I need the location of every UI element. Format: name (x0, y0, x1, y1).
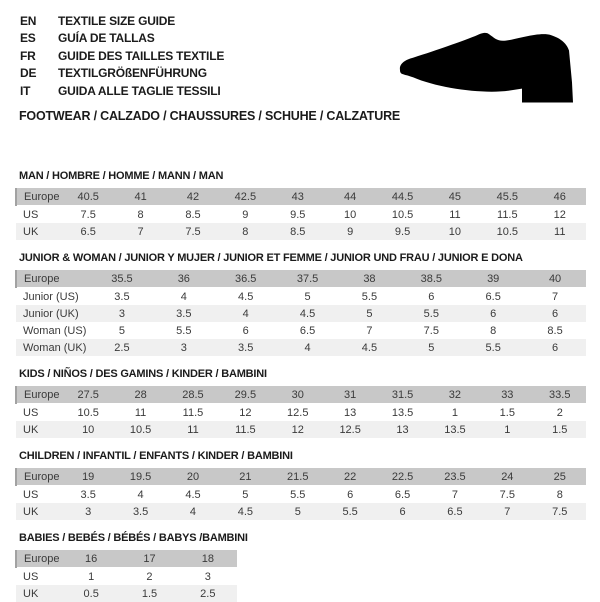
row-label: Europe (16, 270, 91, 288)
size-cell: 10.5 (391, 208, 414, 221)
size-cell: 13 (344, 406, 357, 419)
size-cell: 5.5 (290, 488, 306, 501)
table-title: BABIES / BEBÉS / BÉBÉS / BABYS /BAMBINI (19, 532, 248, 544)
size-cell: 4 (242, 307, 249, 320)
size-cell: 25 (534, 468, 586, 486)
size-cell: 10.5 (129, 423, 152, 436)
size-cell: 6.5 (447, 505, 463, 518)
size-cell: 40.5 (62, 188, 114, 206)
size-cell: 5 (366, 307, 373, 320)
size-cell: 3 (204, 570, 211, 583)
size-cell: 6 (242, 324, 249, 337)
size-cell: 8.5 (547, 324, 563, 337)
size-cell: 6.5 (299, 324, 316, 337)
size-cell: 27.5 (62, 386, 114, 404)
row-label: Woman (US) (23, 324, 87, 337)
language-row (20, 83, 224, 100)
language-title: TEXTILE SIZE GUIDE (58, 14, 176, 28)
size-table-section (15, 368, 586, 438)
size-cell: 2.5 (114, 341, 130, 354)
size-cell: 6 (428, 290, 435, 303)
row-label: UK (23, 587, 39, 600)
size-cell: 36 (153, 270, 215, 288)
size-cell: 4 (189, 505, 197, 518)
size-cell: 5.5 (485, 341, 501, 354)
row-label: Europe (16, 550, 62, 568)
size-tables (15, 170, 586, 602)
size-cell: 39 (462, 270, 524, 288)
size-cell: 12 (239, 406, 252, 419)
size-cell: 10.5 (77, 406, 99, 419)
size-cell: 5 (118, 324, 125, 337)
row-label: US (23, 570, 39, 583)
size-cell: 7 (504, 505, 511, 518)
size-table (15, 188, 586, 240)
size-cell: 9.5 (290, 208, 306, 221)
size-cell: 13 (396, 423, 409, 436)
language-code: IT (20, 83, 31, 98)
size-cell: 11 (134, 406, 147, 419)
size-cell: 45 (429, 188, 481, 206)
table-row (16, 585, 237, 602)
size-cell: 7.5 (552, 505, 568, 518)
table-title: MAN / HOMBRE / HOMME / MANN / MAN (19, 170, 224, 182)
size-cell: 7 (451, 488, 458, 501)
row-label: UK (23, 423, 39, 436)
language-row (20, 30, 224, 47)
size-cell: 1 (504, 423, 511, 436)
row-label: US (23, 208, 39, 221)
size-table (15, 386, 586, 438)
size-cell: 9 (347, 225, 354, 238)
size-cell: 40 (524, 270, 586, 288)
size-cell: 16 (62, 550, 120, 568)
size-cell: 6 (552, 307, 559, 320)
size-cell: 4 (137, 488, 144, 501)
size-cell: 45.5 (481, 188, 533, 206)
language-row (20, 48, 224, 65)
table-row (16, 550, 237, 568)
size-cell: 11 (187, 423, 199, 436)
size-cell: 5.5 (423, 307, 439, 320)
row-label: US (23, 488, 39, 501)
size-cell: 37.5 (277, 270, 339, 288)
size-cell: 3.5 (238, 341, 254, 354)
size-cell: 4 (304, 341, 311, 354)
size-cell: 4.5 (238, 290, 254, 303)
size-cell: 46 (534, 188, 586, 206)
table-row (16, 421, 586, 438)
size-cell: 20 (167, 468, 219, 486)
dress-shoe-icon (399, 30, 574, 104)
category-line: FOOTWEAR / CALZADO / CHAUSSURES / SCHUHE / CALZATURE (19, 109, 401, 123)
size-cell: 7.5 (499, 488, 515, 501)
language-code: ES (20, 31, 36, 46)
row-label: Europe (16, 188, 62, 206)
size-cell: 3.5 (132, 505, 149, 518)
size-cell: 44.5 (376, 188, 428, 206)
size-cell: 7 (137, 225, 144, 238)
table-row (16, 339, 586, 356)
table-row (16, 468, 586, 486)
size-cell: 24 (481, 468, 533, 486)
size-cell: 3 (180, 341, 187, 354)
size-cell: 38 (339, 270, 401, 288)
size-table-section (15, 170, 586, 240)
size-cell: 6 (347, 488, 354, 501)
row-label: Woman (UK) (23, 341, 87, 354)
size-cell: 22.5 (376, 468, 428, 486)
size-cell: 9.5 (394, 225, 411, 238)
table-row (16, 322, 586, 339)
size-cell: 1.5 (141, 587, 158, 600)
size-cell: 9 (242, 208, 249, 221)
language-row (20, 65, 224, 82)
table-row (16, 386, 586, 404)
size-cell: 4 (180, 290, 187, 303)
size-cell: 3 (118, 307, 125, 320)
size-cell: 18 (179, 550, 237, 568)
size-cell: 1 (88, 570, 95, 583)
table-title: JUNIOR & WOMAN / JUNIOR Y MUJER / JUNIOR ET FEMME / JUNIOR UND FRAU / JUNIOR E DONA (19, 252, 523, 264)
row-label: UK (23, 225, 39, 238)
size-cell: 6.5 (485, 290, 501, 303)
table-row (16, 206, 586, 224)
size-cell: 6.5 (394, 488, 411, 501)
language-title: GUÍA DE TALLAS (58, 31, 155, 46)
size-cell: 7.5 (80, 208, 96, 221)
size-cell: 13.5 (444, 423, 466, 436)
row-label: Junior (UK) (23, 307, 79, 320)
row-label: US (23, 406, 39, 419)
size-table-section (15, 450, 586, 520)
size-cell: 19 (62, 468, 114, 486)
size-cell: 0.5 (83, 587, 99, 600)
size-cell: 3 (85, 505, 92, 518)
size-cell: 33.5 (534, 386, 586, 404)
language-title: GUIDA ALLE TAGLIE TESSILI (58, 83, 221, 98)
table-title: KIDS / NIÑOS / DES GAMINS / KINDER / BAMBINI (19, 368, 267, 380)
size-cell: 36.5 (215, 270, 277, 288)
language-list (20, 13, 224, 100)
size-cell: 1.5 (499, 406, 515, 419)
size-cell: 38.5 (400, 270, 462, 288)
size-cell: 13.5 (391, 406, 414, 419)
size-cell: 12 (291, 423, 304, 436)
table-row (16, 188, 586, 206)
size-cell: 8 (242, 225, 249, 238)
size-cell: 35.5 (91, 270, 153, 288)
size-cell: 4.5 (299, 307, 316, 320)
table-row (16, 223, 586, 240)
size-cell: 6 (399, 505, 406, 518)
row-label: Europe (16, 386, 62, 404)
size-cell: 42 (167, 188, 219, 206)
size-cell: 5.5 (176, 324, 192, 337)
size-cell: 2 (556, 406, 563, 419)
size-cell: 10.5 (496, 225, 519, 238)
size-cell: 11 (554, 225, 566, 238)
size-cell: 10 (344, 208, 357, 221)
size-cell: 11.5 (497, 208, 518, 221)
size-cell: 3.5 (114, 290, 130, 303)
size-table (15, 550, 237, 602)
size-cell: 33 (481, 386, 533, 404)
size-cell: 43 (272, 188, 324, 206)
size-cell: 10 (82, 423, 95, 436)
size-cell: 28 (114, 386, 166, 404)
row-label: Junior (US) (23, 290, 79, 303)
row-label: Europe (16, 468, 62, 486)
size-cell: 8 (556, 488, 563, 501)
size-cell: 32 (429, 386, 481, 404)
size-cell: 22 (324, 468, 376, 486)
size-table (15, 270, 586, 356)
table-row (16, 305, 586, 322)
language-code: FR (20, 48, 36, 63)
table-row (16, 486, 586, 504)
size-cell: 2 (146, 570, 153, 583)
size-cell: 5 (294, 505, 301, 518)
size-cell: 11 (449, 208, 461, 221)
size-cell: 4.5 (361, 341, 378, 354)
size-table-section (15, 252, 586, 356)
size-cell: 8.5 (290, 225, 306, 238)
size-cell: 5 (304, 290, 311, 303)
row-label: UK (23, 505, 39, 518)
language-code: EN (20, 14, 37, 28)
language-code: DE (20, 66, 37, 81)
size-cell: 11.5 (182, 406, 204, 419)
size-cell: 7.5 (185, 225, 201, 238)
table-title: CHILDREN / INFANTIL / ENFANTS / KINDER / BAMBINI (19, 450, 293, 462)
size-cell: 12.5 (287, 406, 309, 419)
language-title: GUIDE DES TAILLES TEXTILE (58, 48, 225, 63)
size-cell: 3.5 (80, 488, 96, 501)
size-cell: 19.5 (114, 468, 166, 486)
size-cell: 3.5 (176, 307, 192, 320)
size-cell: 17 (120, 550, 178, 568)
table-row (16, 288, 586, 306)
table-row (16, 503, 586, 520)
size-cell: 5.5 (361, 290, 378, 303)
size-cell: 4.5 (185, 488, 201, 501)
size-cell: 44 (324, 188, 376, 206)
size-cell: 2.5 (200, 587, 216, 600)
size-cell: 4.5 (237, 505, 254, 518)
size-cell: 8.5 (185, 208, 201, 221)
size-cell: 31 (324, 386, 376, 404)
size-cell: 6 (552, 341, 559, 354)
size-cell: 29.5 (219, 386, 271, 404)
size-cell: 10 (448, 225, 462, 238)
size-cell: 21 (219, 468, 271, 486)
size-cell: 6.5 (80, 225, 96, 238)
size-table (15, 468, 586, 520)
size-cell: 8 (490, 324, 497, 337)
language-row (20, 13, 224, 30)
size-cell: 28.5 (167, 386, 219, 404)
size-cell: 31.5 (376, 386, 428, 404)
table-row (16, 568, 237, 586)
size-cell: 12 (553, 208, 566, 221)
size-table-section (15, 532, 586, 602)
size-cell: 11.5 (235, 423, 256, 436)
size-cell: 1.5 (552, 423, 568, 436)
size-cell: 7 (366, 324, 373, 337)
size-cell: 21.5 (272, 468, 324, 486)
size-cell: 23.5 (429, 468, 481, 486)
size-cell: 7 (552, 290, 559, 303)
language-title: TEXTILGRÖßENFÜHRUNG (58, 66, 207, 81)
table-row (16, 404, 586, 422)
size-cell: 7.5 (423, 324, 439, 337)
size-cell: 8 (137, 208, 144, 221)
size-cell: 5.5 (342, 505, 358, 518)
size-cell: 12.5 (339, 423, 361, 436)
table-row (16, 270, 586, 288)
size-cell: 5 (428, 341, 435, 354)
size-cell: 1 (451, 406, 458, 419)
size-cell: 6 (490, 307, 497, 320)
size-cell: 42.5 (219, 188, 271, 206)
size-cell: 41 (114, 188, 166, 206)
size-cell: 30 (272, 386, 324, 404)
size-cell: 5 (242, 488, 249, 501)
